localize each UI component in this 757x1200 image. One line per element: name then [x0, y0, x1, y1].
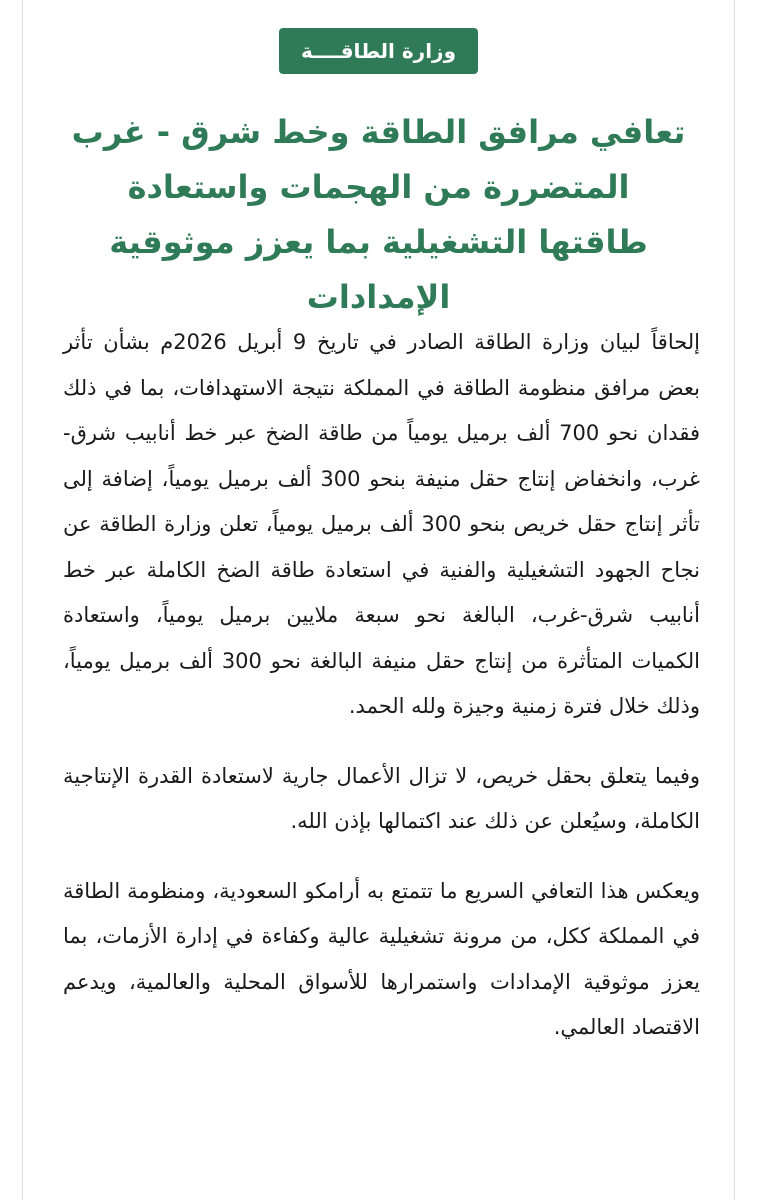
ministry-badge-container	[23, 28, 734, 74]
article-paragraph-1: إلحاقاً لبيان وزارة الطاقة الصادر في تاريخ 9 أبريل 2026م بشأن تأثر بعض مرافق منظومة الطاقة في المملكة نتيجة الاستهدافات، بما في ذلك فقدان نحو 700 ألف برميل يومياً من طاقة الضخ عبر خط أنابيب شرق-غرب، وانخفاض إنتاج حقل منيفة بنحو 300 ألف برميل يومياً، إضافة إلى تأثر إنتاج حقل خريص بنحو 300 ألف برميل يومياً، تعلن وزارة الطاقة عن نجاح الجهود التشغيلية والفنية في استعادة طاقة الضخ الكاملة عبر خط أنابيب شرق-غرب، البالغة نحو سبعة ملايين برميل يومياً، واستعادة الكميات المتأثرة من إنتاج حقل منيفة البالغة نحو 300 ألف برميل يومياً، وذلك خلال فترة زمنية وجيزة ولله الحمد.	[63, 330, 701, 718]
ministry-badge: وزارة الطاقــــة	[279, 28, 478, 74]
article-body	[63, 320, 700, 1075]
article-title: تعافي مرافق الطاقة وخط شرق - غرب المتضررة من الهجمات واستعادة طاقتها التشغيلية بما يعزز موثوقية الإمدادات	[71, 113, 686, 316]
article-paragraph-2: وفيما يتعلق بحقل خريص، لا تزال الأعمال جارية لاستعادة القدرة الإنتاجية الكاملة، وسيُعلن عن ذلك عند اكتمالها بإذن الله.	[63, 763, 700, 833]
article-paragraph-3: ويعكس هذا التعافي السريع ما تتمتع به أرامكو السعودية، ومنظومة الطاقة في المملكة ككل، من مرونة تشغيلية عالية وكفاءة في إدارة الأزمات، بما يعزز موثوقية الإمدادات واستمرارها للأسواق المحلية والعالمية، ويدعم الاقتصاد العالمي.	[63, 878, 700, 1039]
document-page	[22, 0, 735, 1200]
